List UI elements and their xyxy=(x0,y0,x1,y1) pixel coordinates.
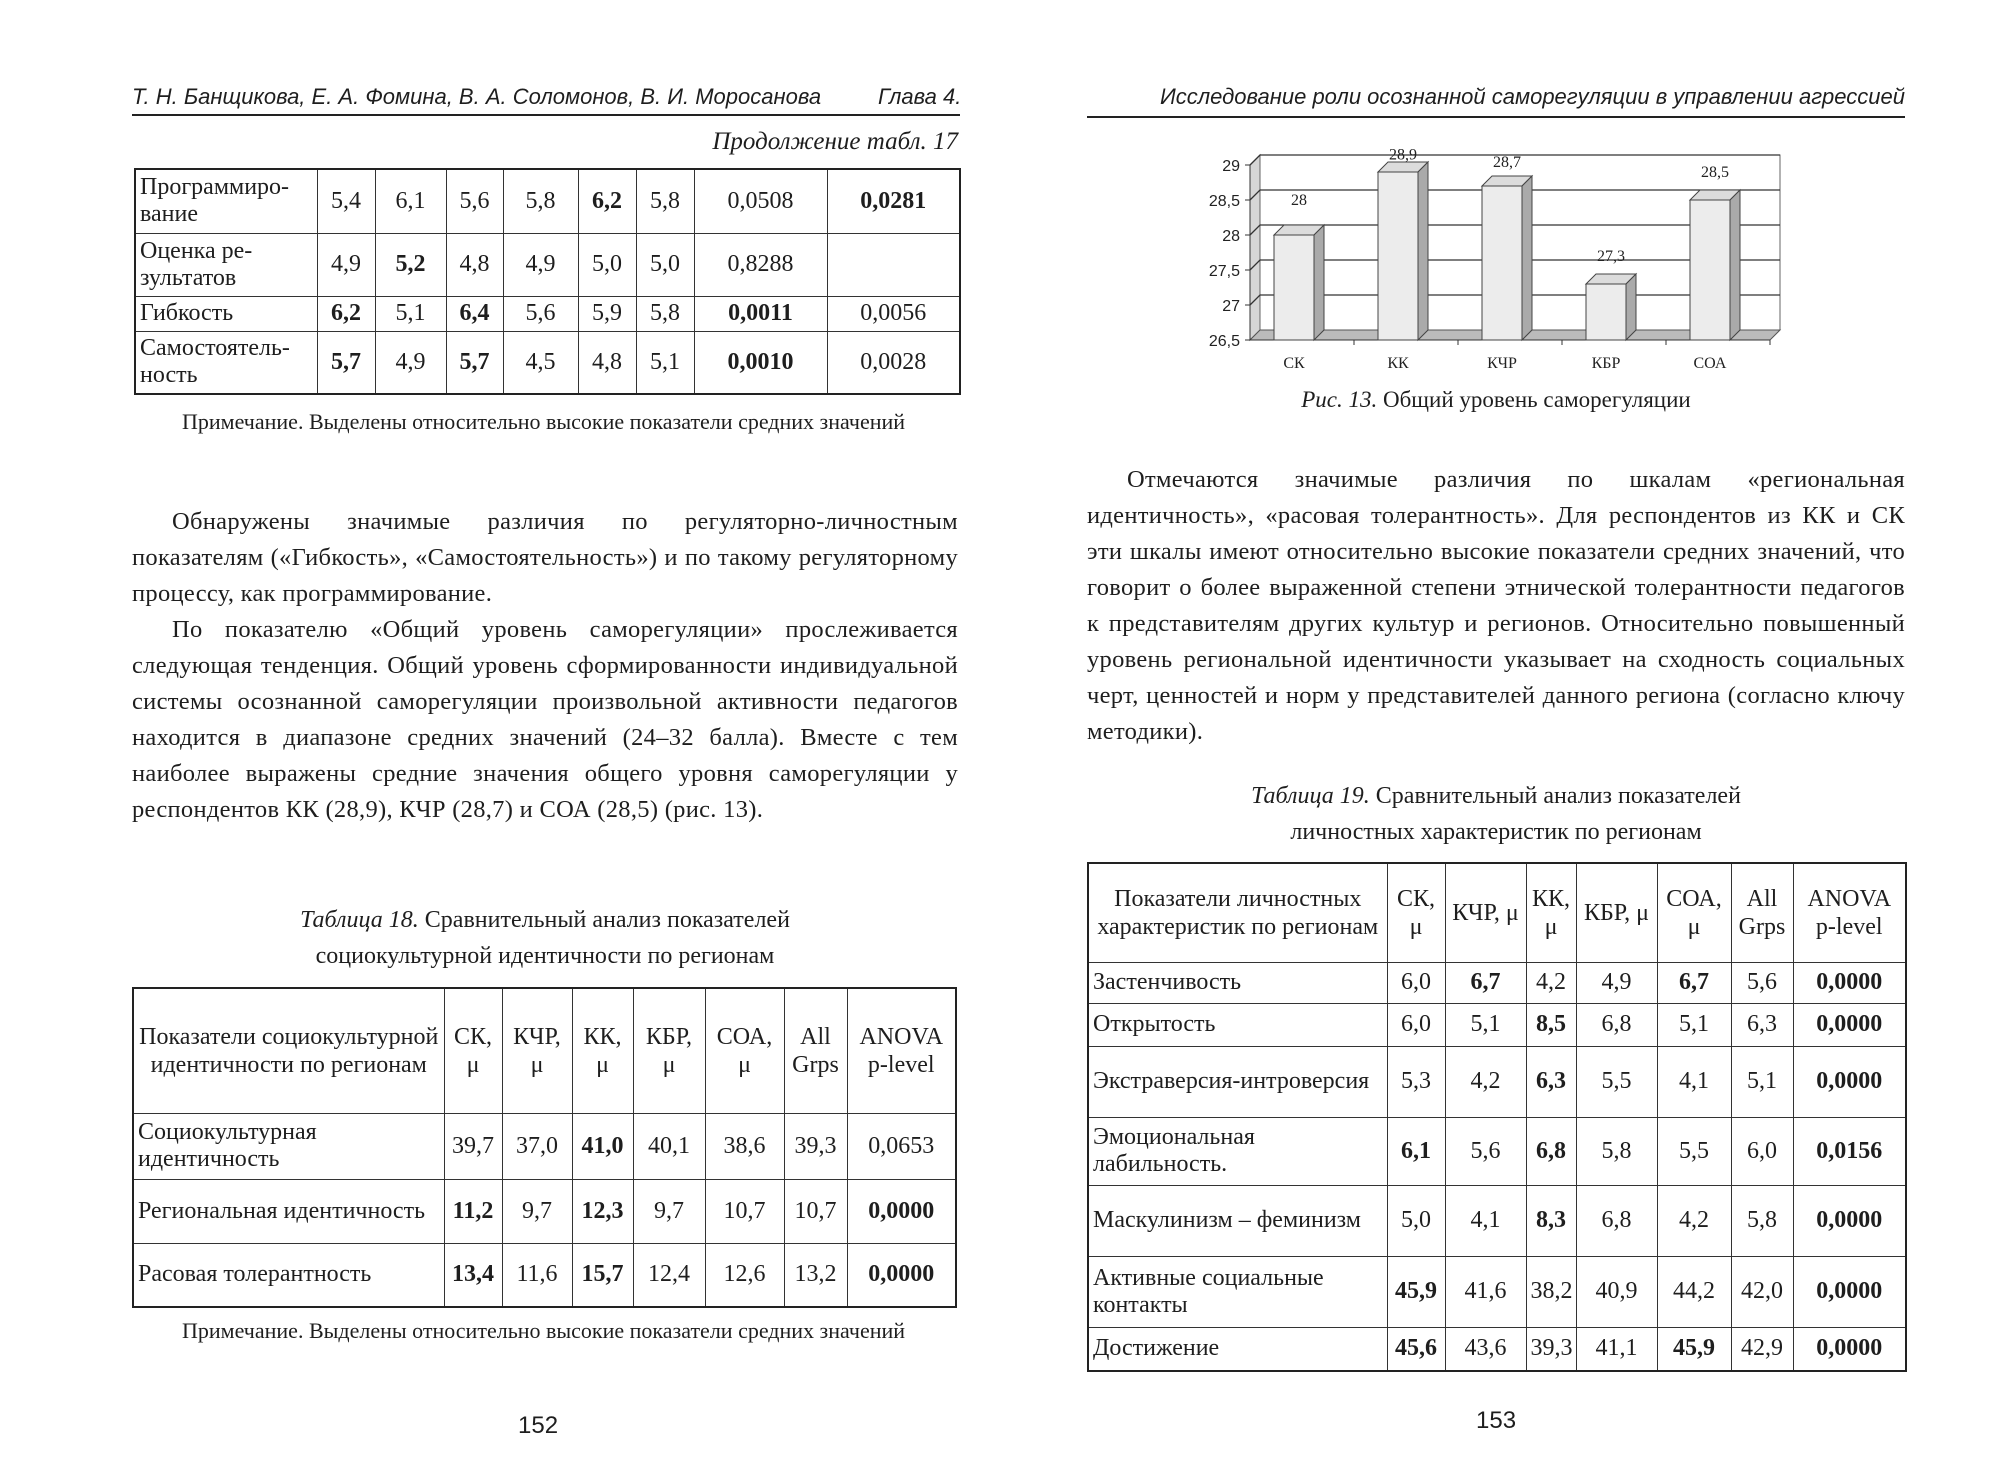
table18-caption-label: Таблица 18. xyxy=(300,907,419,933)
table-row xyxy=(133,1113,956,1179)
row-label: Открытость xyxy=(1088,1003,1387,1046)
table-cell: 0,0000 xyxy=(847,1179,956,1243)
left-body-text xyxy=(132,504,958,828)
table-cell: 43,6 xyxy=(1445,1327,1526,1371)
row-label: Активные социальные контакты xyxy=(1088,1256,1387,1327)
table-cell: 6,8 xyxy=(1576,1185,1657,1256)
table-cell: 12,3 xyxy=(572,1179,633,1243)
table-row xyxy=(135,331,960,394)
table-cell: 12,4 xyxy=(633,1243,705,1307)
table-cell: 5,8 xyxy=(636,169,694,233)
data-label: 28 xyxy=(1291,192,1307,209)
bar-side xyxy=(1418,162,1428,340)
table-cell: 5,7 xyxy=(446,331,503,394)
row-label: Самостоятель-ность xyxy=(135,331,317,394)
table-cell: 8,3 xyxy=(1526,1185,1576,1256)
table-cell: 6,1 xyxy=(375,169,446,233)
y-tick-label: 29 xyxy=(1222,158,1240,175)
table-cell: 6,4 xyxy=(446,296,503,331)
table-row xyxy=(1088,1327,1906,1371)
page-number-right: 153 xyxy=(1476,1407,1517,1434)
table18-caption-line2: социокультурной идентичности по регионам xyxy=(315,943,775,969)
table-cell: 9,7 xyxy=(633,1179,705,1243)
header-rule xyxy=(1087,116,1905,118)
table-cell: 0,0000 xyxy=(847,1243,956,1307)
table19-caption-line1: Сравнительный анализ показателей xyxy=(1375,783,1741,809)
table-cell: 10,7 xyxy=(705,1179,784,1243)
table-cell: 0,0508 xyxy=(694,169,827,233)
column-header: All Grps xyxy=(1731,863,1793,962)
table18-caption-line1: Сравнительный анализ показателей xyxy=(424,907,790,933)
table-cell: 6,3 xyxy=(1731,1003,1793,1046)
table19-caption xyxy=(1087,778,1905,850)
table-cell: 39,3 xyxy=(784,1113,847,1179)
paragraph: Отмечаются значимые различия по шкалам «региональная идентичность», «расовая толерантность». Для респондентов из КК и СК эти шкалы имеют относительно высокие показатели средних значений, что говорит о более выраженной степени этнической толерантности педагогов к представителям других культур и регионов. Относительно повышенный уровень региональной идентичности указывает на сходность социальных черт, ценностей и норм у представителей данного региона (согласно ключу методики). xyxy=(1087,466,1905,745)
table-cell: 4,5 xyxy=(503,331,578,394)
table-row xyxy=(1088,1003,1906,1046)
table-17 xyxy=(134,168,961,395)
x-tick-label: КБР xyxy=(1591,355,1621,372)
table-row xyxy=(1088,1117,1906,1185)
table-cell: 6,7 xyxy=(1445,962,1526,1003)
table-cell: 45,9 xyxy=(1657,1327,1731,1371)
bar-side xyxy=(1522,176,1532,340)
right-body-text xyxy=(1087,462,1905,750)
table-cell: 6,1 xyxy=(1387,1117,1445,1185)
table-cell: 0,0010 xyxy=(694,331,827,394)
row-label: Расовая толерантность xyxy=(133,1243,444,1307)
column-header: КБР, μ xyxy=(1576,863,1657,962)
data-label: 28,5 xyxy=(1701,164,1729,181)
table-cell: 5,1 xyxy=(1731,1046,1793,1117)
table-row xyxy=(135,169,960,233)
table-cell: 39,3 xyxy=(1526,1327,1576,1371)
table-cell: 15,7 xyxy=(572,1243,633,1307)
paragraph: Обнаружены значимые различия по регуляторно-личностным показателям («Гибкость», «Самостоятельность») и по такому регуляторному процессу, как программирование. xyxy=(132,508,958,607)
table-row xyxy=(1088,962,1906,1003)
table-19 xyxy=(1087,862,1907,1372)
table-row xyxy=(1088,1185,1906,1256)
table-18 xyxy=(132,987,957,1308)
row-label: Эмоциональная лабильность. xyxy=(1088,1117,1387,1185)
column-header: КК, μ xyxy=(1526,863,1576,962)
table-cell: 11,2 xyxy=(444,1179,502,1243)
table-cell: 6,2 xyxy=(578,169,636,233)
y-tick-label: 26,5 xyxy=(1208,333,1240,350)
table-cell: 5,0 xyxy=(1387,1185,1445,1256)
figure-caption xyxy=(1087,382,1905,418)
table-cell: 4,1 xyxy=(1657,1046,1731,1117)
column-header: КБР, μ xyxy=(633,988,705,1113)
table-cell: 40,9 xyxy=(1576,1256,1657,1327)
table-cell: 38,6 xyxy=(705,1113,784,1179)
table-header-row xyxy=(1088,863,1906,962)
table-cell: 0,0156 xyxy=(1793,1117,1906,1185)
table-cell: 0,0000 xyxy=(1793,1256,1906,1327)
row-label: Застенчивость xyxy=(1088,962,1387,1003)
bar xyxy=(1378,172,1418,340)
bar-side xyxy=(1730,190,1740,340)
column-header: Показатели личностных характеристик по регионам xyxy=(1088,863,1387,962)
table-cell: 4,2 xyxy=(1657,1185,1731,1256)
chart-side-wall xyxy=(1250,155,1260,340)
column-header: КЧР, μ xyxy=(502,988,572,1113)
row-label: Оценка ре-зультатов xyxy=(135,233,317,296)
table-cell: 41,1 xyxy=(1576,1327,1657,1371)
table-cell: 0,0653 xyxy=(847,1113,956,1179)
running-head-title: Исследование роли осознанной саморегуляции в управлении агрессией xyxy=(1159,84,1905,109)
table-cell: 6,8 xyxy=(1526,1117,1576,1185)
table-cell: 8,5 xyxy=(1526,1003,1576,1046)
row-label: Маскулинизм – феминизм xyxy=(1088,1185,1387,1256)
table-cell: 42,0 xyxy=(1731,1256,1793,1327)
column-header: КК, μ xyxy=(572,988,633,1113)
table-cell: 5,6 xyxy=(503,296,578,331)
table-cell: 5,8 xyxy=(1576,1117,1657,1185)
running-head-authors: Т. Н. Банщикова, Е. А. Фомина, В. А. Соломонов, В. И. Моросанова xyxy=(132,84,822,109)
table-header-row xyxy=(133,988,956,1113)
table-cell: 5,8 xyxy=(503,169,578,233)
table-cell: 4,2 xyxy=(1526,962,1576,1003)
data-label: 28,7 xyxy=(1493,154,1521,171)
column-header: СК, μ xyxy=(444,988,502,1113)
table-cell: 5,2 xyxy=(375,233,446,296)
table19-caption-line2: личностных характеристик по регионам xyxy=(1290,819,1702,845)
table-row xyxy=(135,233,960,296)
row-label: Достижение xyxy=(1088,1327,1387,1371)
table-cell: 5,0 xyxy=(636,233,694,296)
table-cell: 44,2 xyxy=(1657,1256,1731,1327)
table-cell: 0,0000 xyxy=(1793,1327,1906,1371)
table-cell: 5,0 xyxy=(578,233,636,296)
table-cell: 0,0000 xyxy=(1793,1046,1906,1117)
table-cell: 5,8 xyxy=(636,296,694,331)
column-header: СК, μ xyxy=(1387,863,1445,962)
table-row xyxy=(133,1243,956,1307)
table-cell: 6,0 xyxy=(1387,1003,1445,1046)
table-cell: 5,5 xyxy=(1657,1117,1731,1185)
table-cell: 4,8 xyxy=(446,233,503,296)
data-label: 27,3 xyxy=(1597,248,1625,265)
table-cell: 45,6 xyxy=(1387,1327,1445,1371)
table17-note: Примечание. Выделены относительно высокие показатели средних значений xyxy=(182,409,906,434)
table-cell: 45,9 xyxy=(1387,1256,1445,1327)
table-cell: 11,6 xyxy=(502,1243,572,1307)
data-label: 28,9 xyxy=(1389,146,1417,164)
table-row xyxy=(1088,1046,1906,1117)
bar-side xyxy=(1314,225,1324,340)
y-tick-label: 27 xyxy=(1222,298,1240,315)
table-cell: 0,0000 xyxy=(1793,962,1906,1003)
table-cell: 5,6 xyxy=(1731,962,1793,1003)
bar xyxy=(1482,186,1522,340)
table-cell: 6,0 xyxy=(1387,962,1445,1003)
y-tick-label: 28 xyxy=(1222,228,1240,245)
table-cell: 5,5 xyxy=(1576,1046,1657,1117)
table-cell: 5,1 xyxy=(1445,1003,1526,1046)
table-cell: 41,6 xyxy=(1445,1256,1526,1327)
x-tick-label: СК xyxy=(1283,355,1305,372)
table-row xyxy=(133,1179,956,1243)
table-cell: 38,2 xyxy=(1526,1256,1576,1327)
table-cell: 13,4 xyxy=(444,1243,502,1307)
row-label: Региональная идентичность xyxy=(133,1179,444,1243)
table-cell: 39,7 xyxy=(444,1113,502,1179)
column-header: КЧР, μ xyxy=(1445,863,1526,962)
table-cell: 5,6 xyxy=(1445,1117,1526,1185)
bar xyxy=(1586,284,1626,340)
table-cell: 12,6 xyxy=(705,1243,784,1307)
bar-side xyxy=(1626,274,1636,340)
bar xyxy=(1274,235,1314,340)
table-cell: 5,3 xyxy=(1387,1046,1445,1117)
bar-chart xyxy=(1180,135,1800,380)
running-head-chapter: Глава 4. xyxy=(878,84,962,109)
bar xyxy=(1690,200,1730,340)
table-cell: 6,2 xyxy=(317,296,375,331)
column-header: ANOVA p-level xyxy=(847,988,956,1113)
table-cell: 5,1 xyxy=(636,331,694,394)
table-cell: 10,7 xyxy=(784,1179,847,1243)
table18-caption xyxy=(132,902,958,974)
header-rule xyxy=(132,114,960,116)
paragraph: По показателю «Общий уровень саморегуляции» прослеживается следующая тенденция. Общий уровень сформированности индивидуальной системы осознанной саморегуляции произвольной активности педагогов находится в диапазоне средних значений (24–32 балла). Вместе с тем наиболее выражены средние значения общего уровня саморегуляции у респондентов КК (28,9), КЧР (28,7) и СОА (28,5) (рис. 13). xyxy=(132,616,958,823)
table-cell: 4,9 xyxy=(317,233,375,296)
row-label: Экстраверсия-интроверсия xyxy=(1088,1046,1387,1117)
y-tick-label: 27,5 xyxy=(1208,263,1240,280)
table-cell: 4,1 xyxy=(1445,1185,1526,1256)
figure-caption-text: Общий уровень саморегуляции xyxy=(1383,387,1691,412)
table-cell: 0,0000 xyxy=(1793,1185,1906,1256)
y-tick-label: 28,5 xyxy=(1208,193,1240,210)
x-tick-label: КЧР xyxy=(1487,355,1517,372)
table19-caption-label: Таблица 19. xyxy=(1251,783,1370,809)
table-cell: 0,0028 xyxy=(827,331,960,394)
table-cell: 4,8 xyxy=(578,331,636,394)
table-cell: 0,8288 xyxy=(694,233,827,296)
table-cell: 4,9 xyxy=(375,331,446,394)
row-label: Гибкость xyxy=(135,296,317,331)
table-cell: 0,0056 xyxy=(827,296,960,331)
page-number-left: 152 xyxy=(518,1412,559,1439)
column-header: Показатели социокультурной идентичности по регионам xyxy=(133,988,444,1113)
table-row xyxy=(1088,1256,1906,1327)
table-cell: 6,3 xyxy=(1526,1046,1576,1117)
table-row xyxy=(135,296,960,331)
table-cell: 4,9 xyxy=(1576,962,1657,1003)
table-cell: 0,0000 xyxy=(1793,1003,1906,1046)
table-cell: 42,9 xyxy=(1731,1327,1793,1371)
x-tick-label: СОА xyxy=(1693,355,1727,372)
table-cell: 6,8 xyxy=(1576,1003,1657,1046)
table-cell: 37,0 xyxy=(502,1113,572,1179)
table-cell: 0,0011 xyxy=(694,296,827,331)
table-cell: 5,1 xyxy=(375,296,446,331)
row-label: Программиро-вание xyxy=(135,169,317,233)
table-cell: 5,4 xyxy=(317,169,375,233)
table-cell: 9,7 xyxy=(502,1179,572,1243)
column-header: ANOVA p-level xyxy=(1793,863,1906,962)
table18-note: Примечание. Выделены относительно высокие показатели средних значений xyxy=(182,1318,906,1343)
table-cell: 6,7 xyxy=(1657,962,1731,1003)
x-tick-label: КК xyxy=(1387,355,1409,372)
table17-continuation: Продолжение табл. 17 xyxy=(712,128,958,155)
table-cell: 5,7 xyxy=(317,331,375,394)
row-label: Социокультурная идентичность xyxy=(133,1113,444,1179)
column-header: СОА, μ xyxy=(1657,863,1731,962)
column-header: All Grps xyxy=(784,988,847,1113)
table-cell xyxy=(827,233,960,296)
column-header: СОА, μ xyxy=(705,988,784,1113)
table-cell: 6,0 xyxy=(1731,1117,1793,1185)
table-cell: 40,1 xyxy=(633,1113,705,1179)
table-cell: 4,2 xyxy=(1445,1046,1526,1117)
table-cell: 4,9 xyxy=(503,233,578,296)
table-cell: 13,2 xyxy=(784,1243,847,1307)
table-cell: 0,0281 xyxy=(827,169,960,233)
table-cell: 5,6 xyxy=(446,169,503,233)
table-cell: 5,8 xyxy=(1731,1185,1793,1256)
figure-caption-label: Рис. 13. xyxy=(1301,387,1378,412)
table-cell: 5,9 xyxy=(578,296,636,331)
table-cell: 41,0 xyxy=(572,1113,633,1179)
table-cell: 5,1 xyxy=(1657,1003,1731,1046)
